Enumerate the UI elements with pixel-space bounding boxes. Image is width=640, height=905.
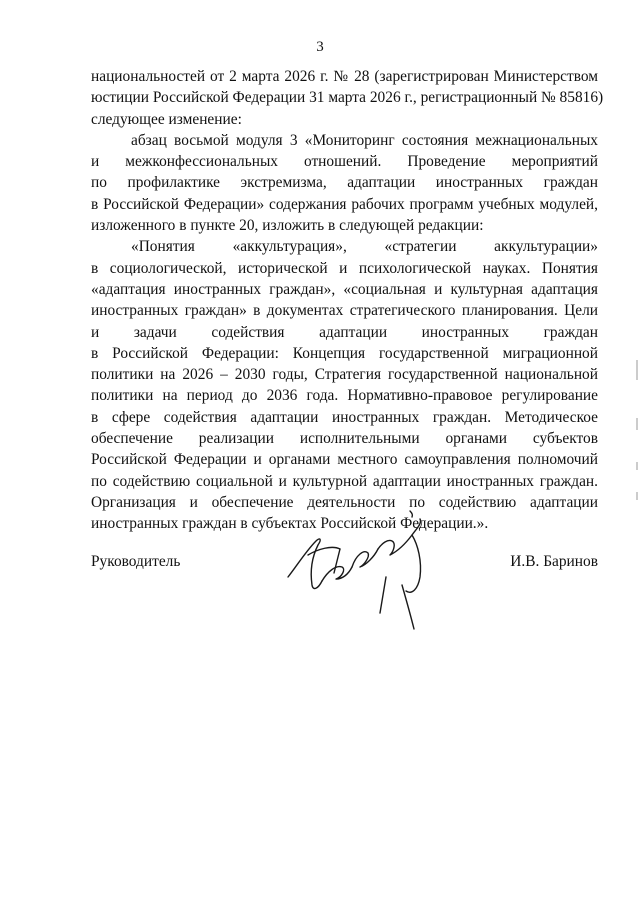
text-line: юстиции Российской Федерации 31 марта 2026 г., регистрационный № 85816) xyxy=(91,89,604,107)
handwritten-signature xyxy=(282,505,442,635)
text-line: иностранных граждан в субъектах Российской Федерации.». xyxy=(91,515,489,533)
document-body xyxy=(91,66,604,535)
text-line: национальностей от 2 марта 2026 г. № 28 (зарегистрирован Министерством xyxy=(91,68,598,85)
signer-title: Руководитель xyxy=(91,553,181,570)
text-line: политики на 2026 – 2030 годы, Стратегия государственной национальной xyxy=(91,366,598,384)
text-line: «Понятия «аккультурация», «стратегии аккультурации» xyxy=(131,238,598,256)
text-line: «адаптация иностранных граждан», «социальная и культурная адаптация xyxy=(91,280,598,298)
text-line: изложенного в пункте 20, изложить в следующей редакции: xyxy=(91,217,484,235)
text-line: следующее изменение: xyxy=(91,110,242,128)
text-line: в социологической, исторической и психологической науках. Понятия xyxy=(91,259,598,277)
signer-name: И.В. Баринов xyxy=(510,553,598,570)
text-line: в Российской Федерации: Концепция государственной миграционной xyxy=(91,344,598,362)
page-number: 3 xyxy=(316,39,324,55)
text-line: в сфере содействия адаптации иностранных граждан. Методическое xyxy=(91,408,598,426)
text-line: иностранных граждан» в документах стратегического планирования. Цели xyxy=(91,302,598,320)
text-line: Организация и обеспечение деятельности по содействию адаптации xyxy=(91,493,598,511)
text-line: и межконфессиональных отношений. Проведение мероприятий xyxy=(91,153,598,171)
scan-edge-marks xyxy=(632,0,640,905)
text-line: Российской Федерации и органами местного самоуправления полномочий xyxy=(91,451,598,469)
text-line: по содействию социальной и культурной адаптации иностранных граждан. xyxy=(91,472,598,490)
text-line: обеспечение реализации исполнительными органами субъектов xyxy=(91,430,598,448)
text-line: политики на период до 2036 года. Нормативно-правовое регулирование xyxy=(91,387,598,405)
text-line: абзац восьмой модуля 3 «Мониторинг состояния межнациональных xyxy=(131,131,598,149)
text-line: по профилактике экстремизма, адаптации иностранных граждан xyxy=(91,174,598,192)
text-line: в Российской Федерации» содержания рабочих программ учебных модулей, xyxy=(91,195,598,213)
text-line: и задачи содействия адаптации иностранных граждан xyxy=(91,323,598,341)
